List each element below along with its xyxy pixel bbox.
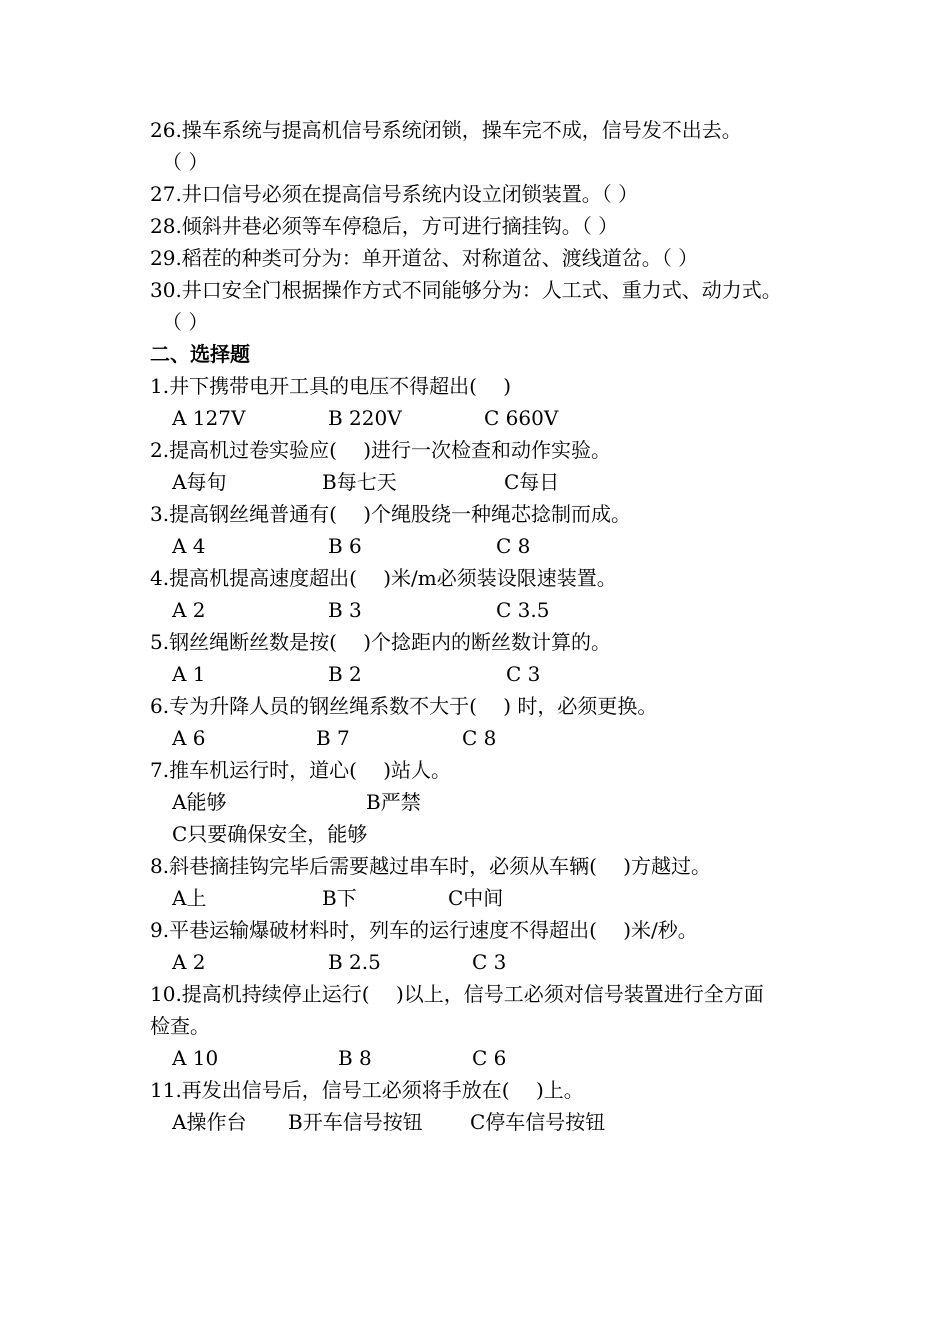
question-6: 6.专为升降人员的钢丝绳系数不大于( ) 时，必须更换。 — [150, 694, 658, 718]
tf-30: 30.井口安全门根据操作方式不同能够分为：人工式、重力式、动力式。 — [150, 278, 782, 302]
option-c: C每日 — [504, 470, 560, 494]
option-c: C 6 — [472, 1046, 507, 1070]
option-a: A 127V — [172, 406, 246, 430]
option-b: B 2.5 — [328, 950, 381, 974]
question-4-options — [150, 594, 850, 626]
option-c: C只要确保安全，能够 — [172, 822, 368, 846]
question-7: 7.推车机运行时，道心( )站人。 — [150, 758, 452, 782]
question-8-options — [150, 882, 850, 914]
option-b: B 8 — [338, 1046, 372, 1070]
question-10-cont: 检查。 — [150, 1014, 210, 1038]
question-9-options — [150, 946, 850, 978]
question-6-options — [150, 722, 850, 754]
document-page — [150, 114, 850, 1138]
option-a: A 10 — [172, 1046, 219, 1070]
option-c: C 3 — [472, 950, 507, 974]
option-a: A能够 — [172, 790, 227, 814]
option-a: A每旬 — [172, 470, 227, 494]
question-10: 10.提高机持续停止运行( )以上，信号工必须对信号装置进行全方面 — [150, 982, 764, 1006]
tf-26: 26.操车系统与提高机信号系统闭锁，操车完不成，信号发不出去。 — [150, 118, 742, 142]
option-c: C 8 — [496, 534, 531, 558]
question-3-options — [150, 530, 850, 562]
option-b: B严禁 — [366, 790, 421, 814]
question-10-options — [150, 1042, 850, 1074]
option-b: B下 — [322, 886, 357, 910]
option-a: A 1 — [172, 662, 206, 686]
question-4: 4.提高机提高速度超出( )米/m必须装设限速装置。 — [150, 566, 617, 590]
question-7-options — [150, 786, 850, 818]
tf-26-blank: （ ） — [162, 150, 209, 174]
question-1-options — [150, 402, 850, 434]
question-5-options — [150, 658, 850, 690]
question-11: 11.再发出信号后，信号工必须将手放在( )上。 — [150, 1078, 584, 1102]
option-b: B 6 — [328, 534, 362, 558]
option-a: A 6 — [172, 726, 206, 750]
option-c: C停车信号按钮 — [470, 1110, 606, 1134]
question-11-options — [150, 1106, 850, 1138]
option-a: A操作台 — [172, 1110, 247, 1134]
tf-28: 28.倾斜井巷必须等车停稳后，方可进行摘挂钩。（ ） — [150, 214, 619, 238]
option-a: A 2 — [172, 950, 206, 974]
question-8: 8.斜巷摘挂钩完毕后需要越过串车时，必须从车辆( )方越过。 — [150, 854, 712, 878]
tf-27: 27.井口信号必须在提高信号系统内设立闭锁装置。（ ） — [150, 182, 639, 206]
question-2-options — [150, 466, 850, 498]
option-a: A上 — [172, 886, 207, 910]
option-c: C 8 — [462, 726, 497, 750]
option-b: B 7 — [316, 726, 350, 750]
option-c: C 660V — [484, 406, 559, 430]
option-c: C中间 — [448, 886, 504, 910]
option-c: C 3.5 — [496, 598, 550, 622]
option-a: A 2 — [172, 598, 206, 622]
question-5: 5.钢丝绳断丝数是按( )个捻距内的断丝数计算的。 — [150, 630, 612, 654]
option-b: B每七天 — [322, 470, 397, 494]
question-9: 9.平巷运输爆破材料时，列车的运行速度不得超出( )米/秒。 — [150, 918, 698, 942]
section-title: 二、选择题 — [150, 342, 250, 366]
option-c: C 3 — [506, 662, 541, 686]
question-2: 2.提高机过卷实验应( )进行一次检查和动作实验。 — [150, 438, 612, 462]
option-b: B开车信号按钮 — [288, 1110, 423, 1134]
tf-30-blank: （ ） — [162, 310, 209, 334]
option-a: A 4 — [172, 534, 206, 558]
question-1: 1.井下携带电开工具的电压不得超出( ) — [150, 374, 512, 398]
option-b: B 3 — [328, 598, 362, 622]
option-b: B 2 — [328, 662, 362, 686]
option-b: B 220V — [328, 406, 402, 430]
tf-29: 29.稻茬的种类可分为：单开道岔、对称道岔、渡线道岔。（ ） — [150, 246, 699, 270]
question-3: 3.提高钢丝绳普通有( )个绳股绕一种绳芯捻制而成。 — [150, 502, 632, 526]
